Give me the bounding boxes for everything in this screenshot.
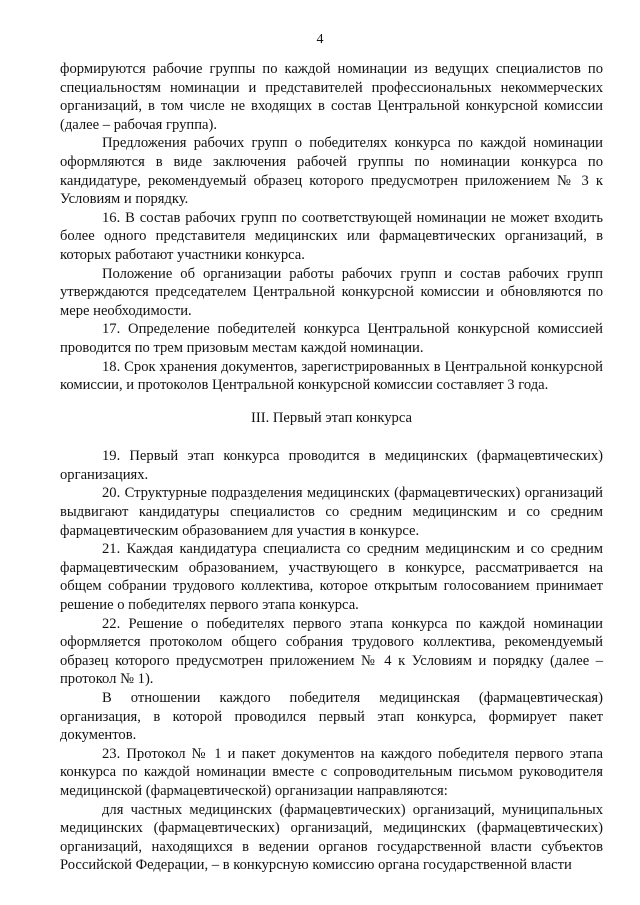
paragraph: формируются рабочие группы по каждой номинации из ведущих специалистов по специальностям номинации и представителей профессиональных некоммерческих организаций, в том числе не входящих в состав Центральной конкурсной комиссии (далее – рабочая группа). bbox=[60, 61, 603, 133]
paragraph: Предложения рабочих групп о победителях конкурса по каждой номинации оформляются в виде заключения рабочей группы по номинации конкурса по кандидатуре, рекомендуемый образец которого предусмотрен приложением № 3 к Условиям и порядку. bbox=[60, 135, 603, 208]
paragraph: для частных медицинских (фармацевтических) организаций, муниципальных медицинских (фармацевтических) организаций, медицинских (фармацевтических) организаций, находящихся в ведении органов государственной власти субъектов Российской Федерации, – в конкурсную комиссию органа государственной власти bbox=[60, 801, 603, 874]
paragraph: 23. Протокол № 1 и пакет документов на каждого победителя первого этапа конкурса по каждой номинации вместе с сопроводительным письмом руководителя медицинской (фармацевтической) организации направляются: bbox=[60, 745, 603, 799]
paragraph: 16. В состав рабочих групп по соответствующей номинации не может входить более одного представителя медицинских или фармацевтических организаций, в которых работают участники конкурса. bbox=[60, 209, 603, 263]
paragraph: 19. Первый этап конкурса проводится в медицинских (фармацевтических) организациях. bbox=[60, 448, 603, 483]
paragraph: 21. Каждая кандидатура специалиста со средним медицинским и со средним фармацевтическим образованием, участвующего в конкурсе, рассматривается на общем собрании трудового коллектива, которое открытым голосованием принимает решение о победителях первого этапа конкурса. bbox=[60, 541, 603, 614]
section-heading: III. Первый этап конкурса bbox=[251, 409, 412, 426]
paragraph: 18. Срок хранения документов, зарегистрированных в Центральной конкурсной комиссии, и протоколов Центральной конкурсной комиссии составляет 3 года. bbox=[60, 358, 603, 394]
document-body bbox=[60, 60, 603, 875]
page-number: 4 bbox=[316, 32, 324, 47]
paragraph: В отношении каждого победителя медицинская (фармацевтическая) организация, в которой проводился первый этап конкурса, формирует пакет документов. bbox=[60, 690, 603, 744]
paragraph: 20. Структурные подразделения медицинских (фармацевтических) организаций выдвигают кандидатуры специалистов со средним медицинским и со средним фармацевтическим образованием для участия в конкурсе. bbox=[60, 485, 603, 539]
paragraph: Положение об организации работы рабочих групп и состав рабочих групп утверждаются председателем Центральной конкурсной комиссии и обновляются по мере необходимости. bbox=[60, 265, 603, 319]
paragraph: 17. Определение победителей конкурса Центральной конкурсной комиссией проводится по трем призовым местам каждой номинации. bbox=[60, 321, 603, 356]
paragraph: 22. Решение о победителях первого этапа конкурса по каждой номинации оформляется протоколом общего собрания трудового коллектива, рекомендуемый образец которого предусмотрен приложением № 4 к Условиям и порядку (далее – протокол № 1). bbox=[60, 615, 603, 688]
